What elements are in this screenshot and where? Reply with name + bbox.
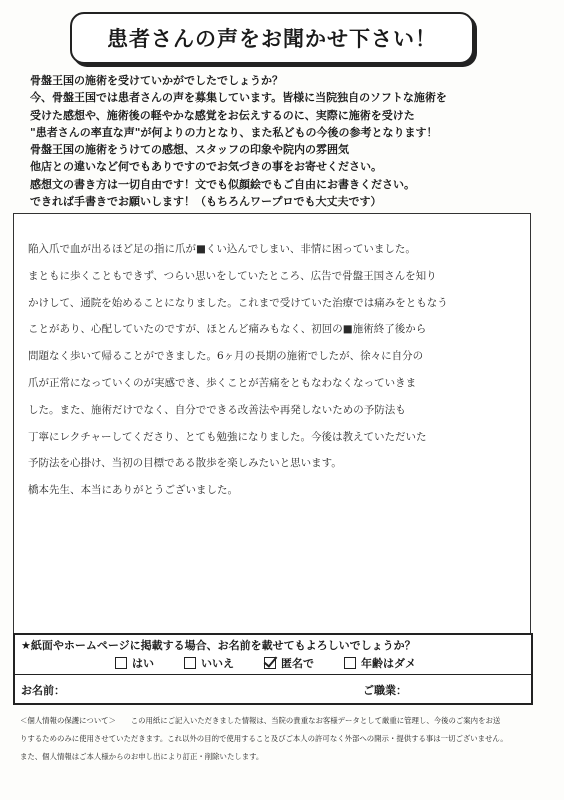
privacy-line: ＜個人情報の保護について＞ この用紙にご記入いただきました情報は、当院の貴重なお客様データとして厳重に管理し、今後のご案内をお送 bbox=[20, 716, 501, 725]
option-no[interactable] bbox=[184, 655, 234, 671]
intro-line: 今、骨盤王国では患者さんの声を募集しています。皆様に当院独自のソフトな施術を bbox=[30, 91, 447, 105]
intro-text bbox=[30, 72, 540, 210]
testimonial-line: 予防法を心掛け、当初の目標である散歩を楽しみたいと思います。 bbox=[28, 457, 342, 470]
intro-line: 感想文の書き方は一切自由です！文でも似顔絵でもご自由にお書きください。 bbox=[30, 177, 415, 191]
testimonial-line: した。また、施術だけでなく、自分でできる改善法や再発しないための予防法も bbox=[28, 403, 406, 416]
testimonial-line: まともに歩くこともできず、つらい思いをしていたところ、広告で骨盤王国さんを知り bbox=[28, 269, 437, 282]
privacy-notice bbox=[20, 712, 546, 766]
consent-options bbox=[115, 655, 416, 671]
intro-line: 骨盤王国の施術をうけての感想、スタッフの印象や院内の雰囲気 bbox=[30, 143, 349, 157]
option-no-age[interactable] bbox=[344, 655, 416, 671]
testimonial-line: 陥入爪で血が出るほど足の指に爪が■くい込んでしまい、非情に困っていました。 bbox=[28, 243, 416, 255]
option-label: いいえ bbox=[201, 657, 234, 670]
testimonial-line: 爪が正常になっていくのが実感でき、歩くことが苦痛をともなわなくなっていきま bbox=[28, 376, 417, 389]
option-label: 匿名で bbox=[281, 657, 314, 670]
testimonial-line: 問題なく歩いて帰ることができました。6ヶ月の長期の施術でしたが、徐々に自分の bbox=[28, 350, 424, 363]
checkbox-no-age[interactable] bbox=[344, 657, 356, 669]
consent-question: ★紙面やホームページに掲載する場合、お名前を載せてもよろしいでしょうか？ bbox=[21, 639, 416, 652]
checkbox-no[interactable] bbox=[184, 657, 196, 669]
testimonial-line: ことがあり、心配していたのですが、ほとんど痛みもなく、初回の■施術終了後から bbox=[28, 323, 427, 336]
intro-line: 受けた感想や、施術後の軽やかな感覚をお伝えするのに、実際に施術を受けた bbox=[30, 108, 415, 122]
title-banner bbox=[70, 12, 474, 64]
testimonial-line: かけして、通院を始めることになりました。これまで受けていた治療では痛みをともなう bbox=[28, 296, 448, 309]
consent-form bbox=[13, 633, 533, 705]
intro-line: 他店との違いなど何でもありですのでお気づきの事をお寄せください。 bbox=[30, 160, 382, 174]
intro-line: "患者さんの率直な声"が何よりの力となり、また私どもの今後の参考となります！ bbox=[30, 125, 438, 139]
name-field-label: お名前： bbox=[21, 684, 65, 697]
privacy-line: りするためのみに使用させていただきます。これ以外の目的で使用すること及びご本人の許可なく外部への開示・提供する事は一切ございません。 bbox=[20, 734, 508, 743]
testimonial-line: 橋本先生、本当にありがとうございました。 bbox=[28, 484, 238, 497]
occupation-field-label: ご職業： bbox=[363, 684, 407, 697]
option-yes[interactable] bbox=[115, 655, 154, 671]
option-label: 年齢はダメ bbox=[361, 657, 416, 670]
form-divider bbox=[15, 674, 531, 675]
checkbox-yes[interactable] bbox=[115, 657, 127, 669]
intro-line: 骨盤王国の施術を受けていかがでしたでしょうか？ bbox=[30, 74, 283, 87]
option-anonymous[interactable] bbox=[264, 655, 314, 671]
intro-line: できれば手書きでお願いします！（もちろんワープロでも大丈夫です） bbox=[30, 195, 382, 209]
option-label: はい bbox=[132, 657, 154, 670]
handwritten-testimonial bbox=[28, 236, 508, 504]
checkbox-anonymous[interactable] bbox=[264, 657, 276, 669]
privacy-line: また、個人情報はご本人様からのお申し出により訂正・削除いたします。 bbox=[20, 752, 264, 761]
page-title: 患者さんの声をお聞かせ下さい！ bbox=[107, 27, 437, 51]
testimonial-line: 丁寧にレクチャーしてくださり、とても勉強になりました。今後は教えていただいた bbox=[28, 430, 427, 443]
